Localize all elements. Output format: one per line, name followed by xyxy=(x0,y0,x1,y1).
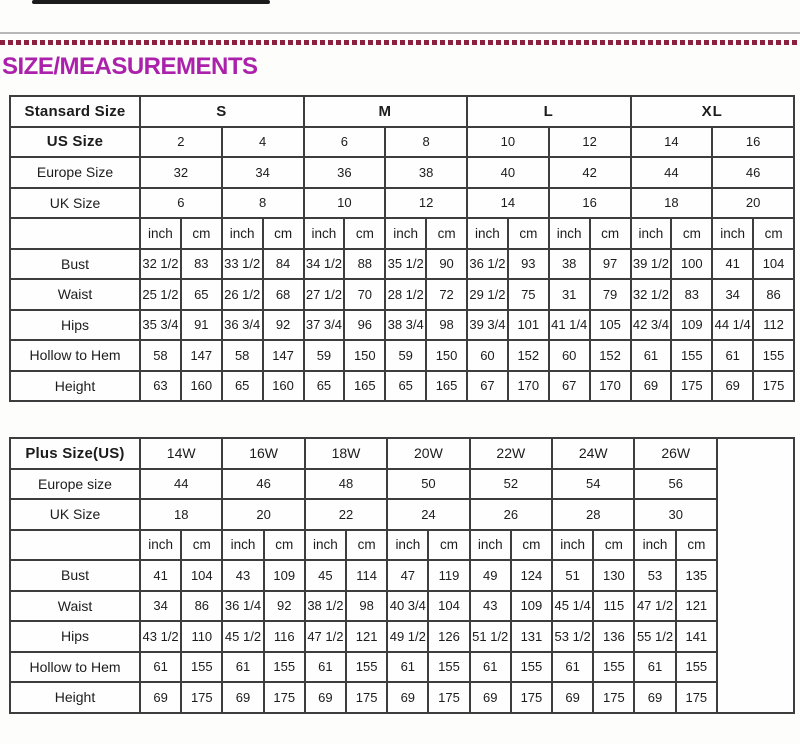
row-label: Bust xyxy=(10,249,140,280)
row-label: US Size xyxy=(10,127,140,158)
measurement-cell: 65 xyxy=(385,371,426,402)
measurement-cell: 35 1/2 xyxy=(385,249,426,280)
size-value-cell: 40 xyxy=(467,157,549,188)
row-label: Europe Size xyxy=(10,157,140,188)
unit-header-cell: inch xyxy=(387,530,428,561)
measurement-cell: 100 xyxy=(671,249,712,280)
measurement-cell: 130 xyxy=(593,560,634,591)
measurement-cell: 86 xyxy=(181,591,222,622)
measurement-cell: 51 xyxy=(552,560,593,591)
measurement-cell: 49 1/2 xyxy=(387,621,428,652)
measurement-cell: 61 xyxy=(634,652,675,683)
measurement-cell: 45 xyxy=(305,560,346,591)
measurement-cell: 155 xyxy=(593,652,634,683)
row-label: Hollow to Hem xyxy=(10,652,140,683)
unit-header-cell: inch xyxy=(470,530,511,561)
size-group-header: XL xyxy=(631,96,795,127)
measurement-cell: 105 xyxy=(590,310,631,341)
measurement-cell: 124 xyxy=(511,560,552,591)
measurement-cell: 175 xyxy=(753,371,794,402)
measurement-cell: 92 xyxy=(263,310,304,341)
size-value-cell: 6 xyxy=(304,127,386,158)
size-group-header: 14W xyxy=(140,438,222,469)
unit-header-cell: inch xyxy=(222,530,263,561)
measurement-cell: 155 xyxy=(346,652,387,683)
size-value-cell: 2 xyxy=(140,127,222,158)
size-value-cell: 22 xyxy=(305,499,387,530)
size-value-cell: 48 xyxy=(305,469,387,500)
measurement-cell: 84 xyxy=(263,249,304,280)
measurement-cell: 83 xyxy=(181,249,222,280)
measurement-cell: 38 1/2 xyxy=(305,591,346,622)
measurement-cell: 41 xyxy=(712,249,753,280)
measurement-cell: 175 xyxy=(264,682,305,713)
measurement-cell: 61 xyxy=(222,652,263,683)
measurement-cell: 141 xyxy=(676,621,717,652)
size-group-header: 20W xyxy=(387,438,469,469)
unit-header-cell: inch xyxy=(304,218,345,249)
unit-header-cell: cm xyxy=(428,530,469,561)
unit-header-cell: cm xyxy=(426,218,467,249)
measurement-cell: 170 xyxy=(508,371,549,402)
measurement-cell: 37 3/4 xyxy=(304,310,345,341)
measurement-cell: 51 1/2 xyxy=(470,621,511,652)
measurement-cell: 119 xyxy=(428,560,469,591)
size-value-cell: 36 xyxy=(304,157,386,188)
measurement-cell: 90 xyxy=(426,249,467,280)
size-value-cell: 26 xyxy=(470,499,552,530)
size-value-cell: 14 xyxy=(467,188,549,219)
size-value-cell: 38 xyxy=(385,157,467,188)
standard-size-table xyxy=(9,95,795,402)
measurement-cell: 25 1/2 xyxy=(140,279,181,310)
unit-header-cell: inch xyxy=(222,218,263,249)
row-label: Height xyxy=(10,371,140,402)
measurement-cell: 34 xyxy=(712,279,753,310)
measurement-cell: 60 xyxy=(549,340,590,371)
measurement-cell: 121 xyxy=(346,621,387,652)
size-value-cell: 52 xyxy=(470,469,552,500)
empty-label-cell xyxy=(10,218,140,249)
measurement-cell: 58 xyxy=(222,340,263,371)
size-value-cell: 18 xyxy=(140,499,222,530)
measurement-cell: 49 xyxy=(470,560,511,591)
table-header-label: Plus Size(US) xyxy=(10,438,140,469)
measurement-cell: 63 xyxy=(140,371,181,402)
plus-size-table xyxy=(9,437,795,714)
size-value-cell: 54 xyxy=(552,469,634,500)
measurement-cell: 44 1/4 xyxy=(712,310,753,341)
size-value-cell: 32 xyxy=(140,157,222,188)
unit-header-cell: cm xyxy=(511,530,552,561)
measurement-cell: 27 1/2 xyxy=(304,279,345,310)
measurement-cell: 152 xyxy=(508,340,549,371)
row-label: Waist xyxy=(10,279,140,310)
size-group-header: 18W xyxy=(305,438,387,469)
size-value-cell: 30 xyxy=(634,499,717,530)
unit-header-cell: inch xyxy=(631,218,672,249)
size-group-header: 22W xyxy=(470,438,552,469)
size-value-cell: 18 xyxy=(631,188,713,219)
size-value-cell: 16 xyxy=(712,127,794,158)
measurement-cell: 26 1/2 xyxy=(222,279,263,310)
measurement-cell: 136 xyxy=(593,621,634,652)
measurement-cell: 112 xyxy=(753,310,794,341)
measurement-cell: 152 xyxy=(590,340,631,371)
measurement-cell: 47 1/2 xyxy=(305,621,346,652)
measurement-cell: 121 xyxy=(676,591,717,622)
measurement-cell: 97 xyxy=(590,249,631,280)
unit-header-cell: cm xyxy=(181,530,222,561)
measurement-cell: 32 1/2 xyxy=(631,279,672,310)
unit-header-cell: cm xyxy=(346,530,387,561)
size-value-cell: 34 xyxy=(222,157,304,188)
measurement-cell: 40 3/4 xyxy=(387,591,428,622)
measurement-cell: 93 xyxy=(508,249,549,280)
unit-header-cell: cm xyxy=(508,218,549,249)
measurement-cell: 115 xyxy=(593,591,634,622)
measurement-cell: 34 1/2 xyxy=(304,249,345,280)
measurement-cell: 69 xyxy=(222,682,263,713)
size-value-cell: 12 xyxy=(385,188,467,219)
unit-header-cell: cm xyxy=(181,218,222,249)
measurement-cell: 43 1/2 xyxy=(140,621,181,652)
measurement-cell: 175 xyxy=(181,682,222,713)
measurement-cell: 165 xyxy=(344,371,385,402)
size-value-cell: 4 xyxy=(222,127,304,158)
measurement-cell: 175 xyxy=(593,682,634,713)
measurement-cell: 36 3/4 xyxy=(222,310,263,341)
size-group-header: 24W xyxy=(552,438,634,469)
measurement-cell: 170 xyxy=(590,371,631,402)
top-crop-bar xyxy=(32,0,270,4)
size-value-cell: 46 xyxy=(712,157,794,188)
measurement-cell: 45 1/2 xyxy=(222,621,263,652)
unit-header-cell: inch xyxy=(140,530,181,561)
measurement-cell: 147 xyxy=(181,340,222,371)
measurement-cell: 147 xyxy=(263,340,304,371)
row-label: UK Size xyxy=(10,188,140,219)
measurement-cell: 43 xyxy=(222,560,263,591)
measurement-cell: 160 xyxy=(263,371,304,402)
measurement-cell: 175 xyxy=(511,682,552,713)
measurement-cell: 68 xyxy=(263,279,304,310)
measurement-cell: 155 xyxy=(671,340,712,371)
measurement-cell: 61 xyxy=(470,652,511,683)
measurement-cell: 36 1/2 xyxy=(467,249,508,280)
measurement-cell: 92 xyxy=(264,591,305,622)
measurement-cell: 65 xyxy=(181,279,222,310)
measurement-cell: 175 xyxy=(676,682,717,713)
measurement-cell: 160 xyxy=(181,371,222,402)
size-value-cell: 50 xyxy=(387,469,469,500)
measurement-cell: 38 xyxy=(549,249,590,280)
size-value-cell: 6 xyxy=(140,188,222,219)
measurement-cell: 155 xyxy=(753,340,794,371)
measurement-cell: 69 xyxy=(631,371,672,402)
measurement-cell: 114 xyxy=(346,560,387,591)
measurement-cell: 96 xyxy=(344,310,385,341)
measurement-cell: 36 1/4 xyxy=(222,591,263,622)
measurement-cell: 35 3/4 xyxy=(140,310,181,341)
row-label: Europe size xyxy=(10,469,140,500)
row-label: UK Size xyxy=(10,499,140,530)
size-value-cell: 10 xyxy=(304,188,386,219)
size-group-header: L xyxy=(467,96,631,127)
size-value-cell: 28 xyxy=(552,499,634,530)
measurement-cell: 155 xyxy=(428,652,469,683)
measurement-cell: 69 xyxy=(470,682,511,713)
measurement-cell: 69 xyxy=(712,371,753,402)
measurement-cell: 45 1/4 xyxy=(552,591,593,622)
measurement-cell: 150 xyxy=(426,340,467,371)
measurement-cell: 91 xyxy=(181,310,222,341)
measurement-cell: 126 xyxy=(428,621,469,652)
unit-header-cell: inch xyxy=(712,218,753,249)
measurement-cell: 61 xyxy=(387,652,428,683)
measurement-cell: 69 xyxy=(140,682,181,713)
unit-header-cell: inch xyxy=(634,530,675,561)
unit-header-cell: cm xyxy=(263,218,304,249)
measurement-cell: 109 xyxy=(671,310,712,341)
unit-header-cell: cm xyxy=(676,530,717,561)
measurement-cell: 116 xyxy=(264,621,305,652)
measurement-cell: 70 xyxy=(344,279,385,310)
size-group-header: S xyxy=(140,96,304,127)
measurement-cell: 86 xyxy=(753,279,794,310)
measurement-cell: 175 xyxy=(346,682,387,713)
unit-header-cell: cm xyxy=(264,530,305,561)
measurement-cell: 61 xyxy=(712,340,753,371)
measurement-cell: 69 xyxy=(634,682,675,713)
measurement-cell: 135 xyxy=(676,560,717,591)
measurement-cell: 79 xyxy=(590,279,631,310)
size-value-cell: 42 xyxy=(549,157,631,188)
size-value-cell: 24 xyxy=(387,499,469,530)
measurement-cell: 83 xyxy=(671,279,712,310)
measurement-cell: 32 1/2 xyxy=(140,249,181,280)
measurement-cell: 60 xyxy=(467,340,508,371)
measurement-cell: 109 xyxy=(264,560,305,591)
measurement-cell: 55 1/2 xyxy=(634,621,675,652)
unit-header-cell: cm xyxy=(671,218,712,249)
size-group-header: M xyxy=(304,96,468,127)
size-value-cell: 56 xyxy=(634,469,717,500)
measurement-cell: 47 1/2 xyxy=(634,591,675,622)
unit-header-cell: cm xyxy=(593,530,634,561)
measurement-cell: 155 xyxy=(181,652,222,683)
measurement-cell: 41 xyxy=(140,560,181,591)
size-value-cell: 20 xyxy=(712,188,794,219)
empty-label-cell xyxy=(10,530,140,561)
measurement-cell: 175 xyxy=(428,682,469,713)
size-value-cell: 46 xyxy=(222,469,304,500)
measurement-cell: 28 1/2 xyxy=(385,279,426,310)
size-value-cell: 16 xyxy=(549,188,631,219)
unit-header-cell: inch xyxy=(552,530,593,561)
unit-header-cell: cm xyxy=(344,218,385,249)
row-label: Hollow to Hem xyxy=(10,340,140,371)
row-label: Bust xyxy=(10,560,140,591)
row-label: Hips xyxy=(10,621,140,652)
measurement-cell: 104 xyxy=(181,560,222,591)
measurement-cell: 65 xyxy=(222,371,263,402)
measurement-cell: 67 xyxy=(467,371,508,402)
size-value-cell: 44 xyxy=(631,157,713,188)
measurement-cell: 58 xyxy=(140,340,181,371)
empty-column-cell xyxy=(717,438,794,713)
size-value-cell: 14 xyxy=(631,127,713,158)
measurement-cell: 43 xyxy=(470,591,511,622)
horizontal-divider-line xyxy=(0,32,800,34)
measurement-cell: 98 xyxy=(426,310,467,341)
size-group-header: 26W xyxy=(634,438,717,469)
unit-header-cell: inch xyxy=(467,218,508,249)
measurement-cell: 61 xyxy=(140,652,181,683)
measurement-cell: 33 1/2 xyxy=(222,249,263,280)
measurement-cell: 31 xyxy=(549,279,590,310)
measurement-cell: 109 xyxy=(511,591,552,622)
measurement-cell: 131 xyxy=(511,621,552,652)
measurement-cell: 75 xyxy=(508,279,549,310)
measurement-cell: 69 xyxy=(552,682,593,713)
measurement-cell: 175 xyxy=(671,371,712,402)
measurement-cell: 101 xyxy=(508,310,549,341)
measurement-cell: 110 xyxy=(181,621,222,652)
measurement-cell: 39 3/4 xyxy=(467,310,508,341)
measurement-cell: 38 3/4 xyxy=(385,310,426,341)
measurement-cell: 155 xyxy=(676,652,717,683)
measurement-cell: 67 xyxy=(549,371,590,402)
measurement-cell: 155 xyxy=(264,652,305,683)
measurement-cell: 104 xyxy=(753,249,794,280)
measurement-cell: 59 xyxy=(304,340,345,371)
row-label: Hips xyxy=(10,310,140,341)
measurement-cell: 104 xyxy=(428,591,469,622)
measurement-cell: 59 xyxy=(385,340,426,371)
page-title: SIZE/MEASUREMENTS xyxy=(2,53,258,80)
measurement-cell: 34 xyxy=(140,591,181,622)
measurement-cell: 61 xyxy=(552,652,593,683)
size-value-cell: 20 xyxy=(222,499,304,530)
measurement-cell: 65 xyxy=(304,371,345,402)
unit-header-cell: cm xyxy=(753,218,794,249)
measurement-cell: 69 xyxy=(387,682,428,713)
unit-header-cell: cm xyxy=(590,218,631,249)
measurement-cell: 61 xyxy=(631,340,672,371)
unit-header-cell: inch xyxy=(140,218,181,249)
measurement-cell: 53 xyxy=(634,560,675,591)
measurement-cell: 61 xyxy=(305,652,346,683)
measurement-cell: 150 xyxy=(344,340,385,371)
size-value-cell: 44 xyxy=(140,469,222,500)
unit-header-cell: inch xyxy=(385,218,426,249)
size-value-cell: 8 xyxy=(385,127,467,158)
measurement-cell: 69 xyxy=(305,682,346,713)
measurement-cell: 29 1/2 xyxy=(467,279,508,310)
measurement-cell: 72 xyxy=(426,279,467,310)
measurement-cell: 41 1/4 xyxy=(549,310,590,341)
measurement-cell: 155 xyxy=(511,652,552,683)
measurement-cell: 53 1/2 xyxy=(552,621,593,652)
measurement-cell: 47 xyxy=(387,560,428,591)
row-label: Waist xyxy=(10,591,140,622)
unit-header-cell: inch xyxy=(305,530,346,561)
size-value-cell: 12 xyxy=(549,127,631,158)
measurement-cell: 165 xyxy=(426,371,467,402)
table-header-label: Stansard Size xyxy=(10,96,140,127)
size-value-cell: 10 xyxy=(467,127,549,158)
measurement-cell: 39 1/2 xyxy=(631,249,672,280)
size-value-cell: 8 xyxy=(222,188,304,219)
measurement-cell: 88 xyxy=(344,249,385,280)
row-label: Height xyxy=(10,682,140,713)
size-group-header: 16W xyxy=(222,438,304,469)
dashed-divider xyxy=(0,40,800,45)
unit-header-cell: inch xyxy=(549,218,590,249)
measurement-cell: 98 xyxy=(346,591,387,622)
measurement-cell: 42 3/4 xyxy=(631,310,672,341)
